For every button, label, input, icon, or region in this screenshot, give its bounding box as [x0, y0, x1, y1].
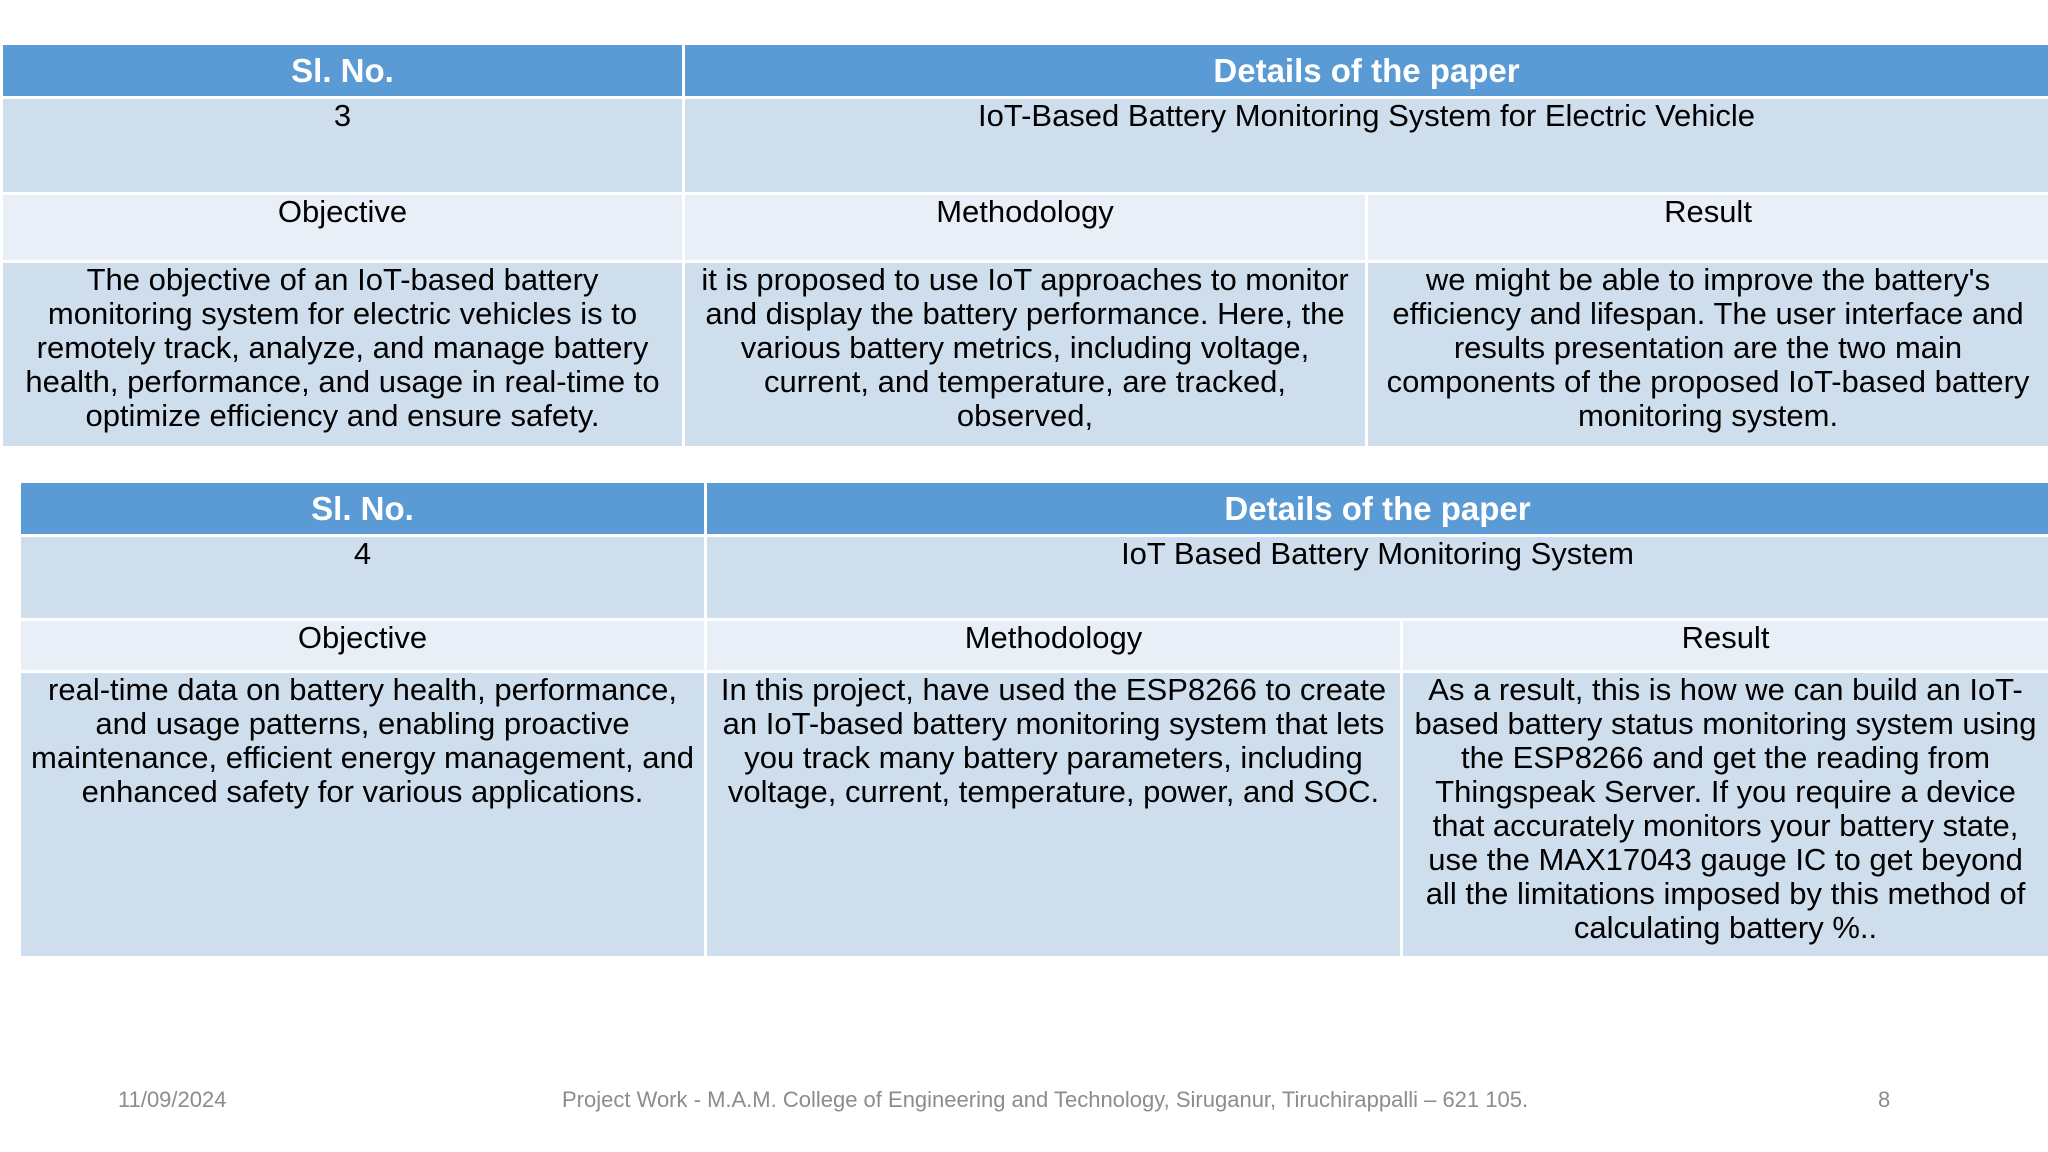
- footer-date: 11/09/2024: [118, 1087, 227, 1112]
- header-details: Details of the paper: [706, 482, 2048, 536]
- page-number: 8: [1878, 1087, 1891, 1112]
- column-objective: Objective: [2, 194, 684, 262]
- column-result: Result: [1402, 620, 2048, 672]
- objective-text: real-time data on battery health, performance, and usage patterns, enabling proactive maintenance, efficient energy management, and enhanced safety for various applications.: [20, 672, 706, 958]
- result-text: As a result, this is how we can build an IoT-based battery status monitoring system using the ESP8266 and get the reading from Thingspeak Server. If you require a device that accurately monitors your battery state, use the MAX17043 gauge IC to get beyond all the limitations imposed by this method of calculating battery %..: [1402, 672, 2048, 958]
- footer-text: Project Work - M.A.M. College of Engineering and Technology, Siruganur, Tiruchirappalli – 621 105.: [562, 1087, 1529, 1112]
- paper-title: IoT-Based Battery Monitoring System for Electric Vehicle: [684, 98, 2048, 194]
- paper-title: IoT Based Battery Monitoring System: [706, 536, 2048, 620]
- paper-number: 4: [20, 536, 706, 620]
- header-sl-no: Sl. No.: [20, 482, 706, 536]
- column-objective: Objective: [20, 620, 706, 672]
- objective-text: The objective of an IoT-based battery monitoring system for electric vehicles is to remotely track, analyze, and manage battery health, performance, and usage in real-time to optimize efficiency and ensure safety.: [2, 262, 684, 448]
- paper-number: 3: [2, 98, 684, 194]
- header-sl-no: Sl. No.: [2, 44, 684, 98]
- column-methodology: Methodology: [684, 194, 1367, 262]
- methodology-text: In this project, have used the ESP8266 to create an IoT-based battery monitoring system that lets you track many battery parameters, including voltage, current, temperature, power, and SOC.: [706, 672, 1402, 958]
- column-methodology: Methodology: [706, 620, 1402, 672]
- paper-table-1: [0, 42, 2048, 449]
- column-result: Result: [1367, 194, 2048, 262]
- methodology-text: it is proposed to use IoT approaches to monitor and display the battery performance. Here, the various battery metrics, including voltage, current, and temperature, are tracked, observed,: [684, 262, 1367, 448]
- header-details: Details of the paper: [684, 44, 2048, 98]
- result-text: we might be able to improve the battery's efficiency and lifespan. The user interface and results presentation are the two main components of the proposed IoT-based battery monitoring system.: [1367, 262, 2048, 448]
- paper-table-2: [18, 480, 2048, 959]
